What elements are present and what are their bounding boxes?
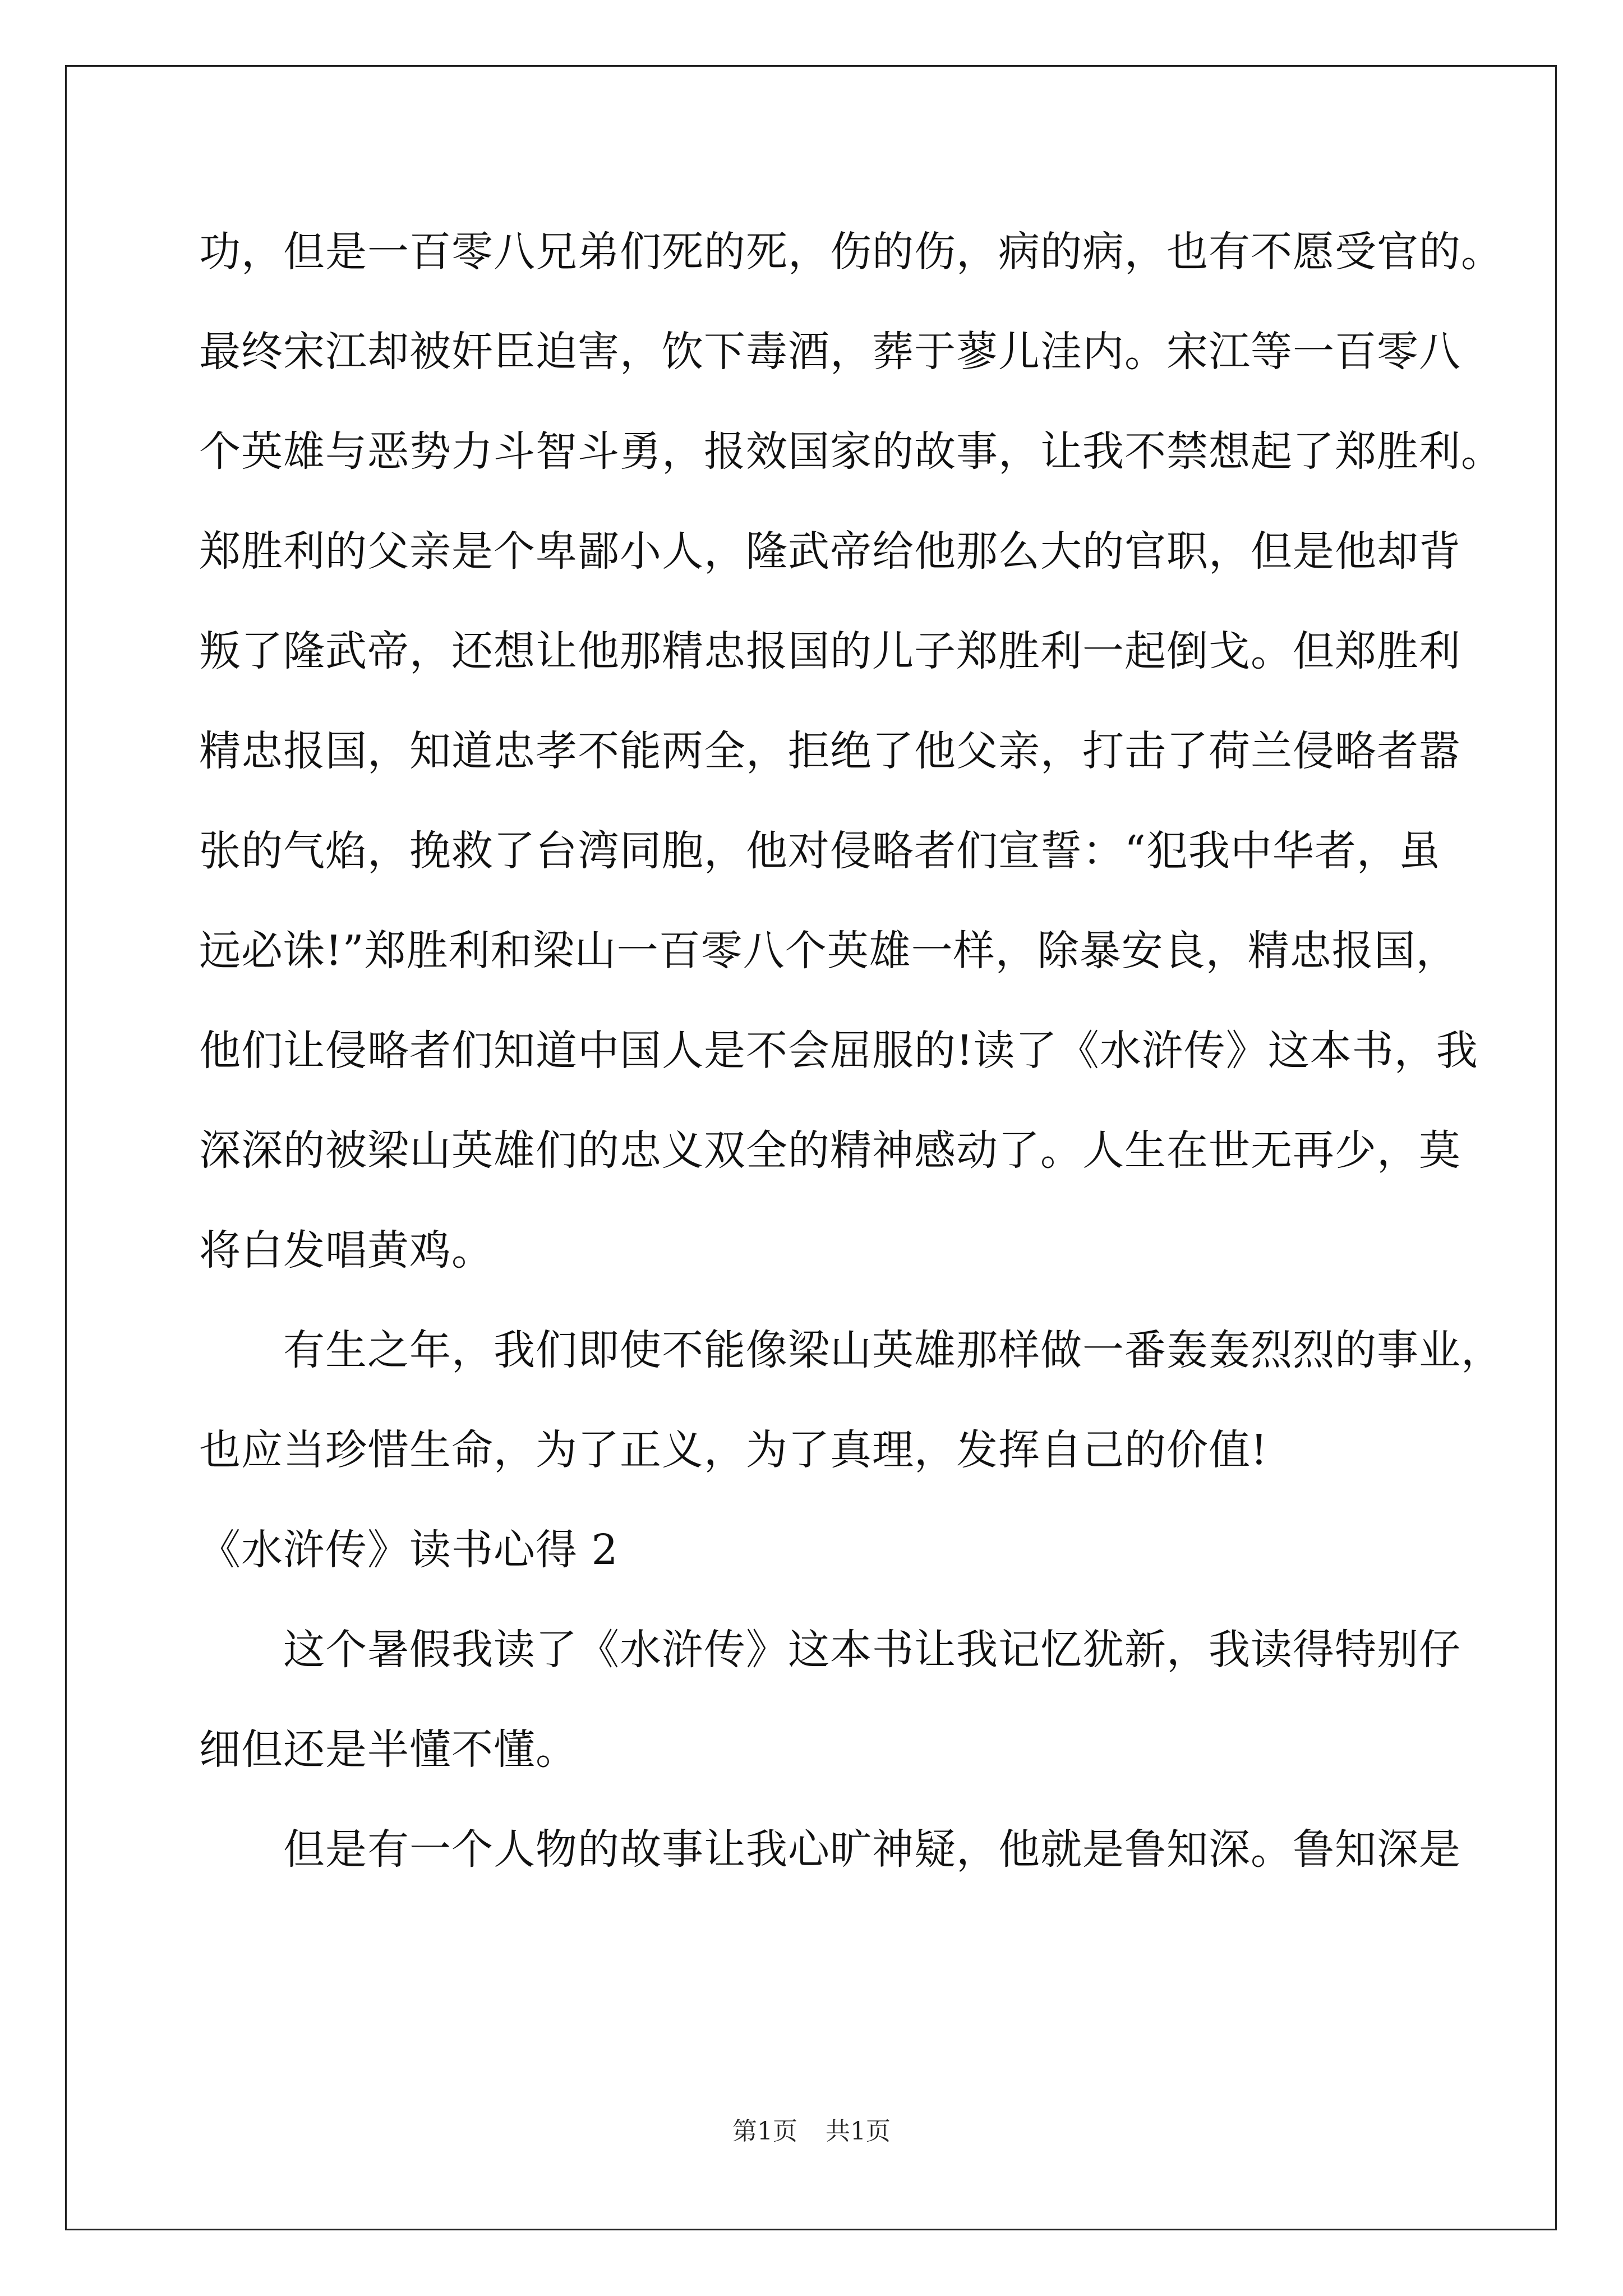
- text-line: 精忠报国，知道忠孝不能两全，拒绝了他父亲，打击了荷兰侵略者嚣: [199, 727, 1461, 775]
- text-line: 他们让侵略者们知道中国人是不会屈服的!读了《水浒传》这本书，我: [199, 1027, 1478, 1075]
- text-line: 深深的被梁山英雄们的忠义双全的精神感动了。人生在世无再少，莫: [199, 1126, 1461, 1175]
- document-body: [199, 202, 1503, 1899]
- text-line: 个英雄与恶势力斗智斗勇，报效国家的故事，让我不禁想起了郑胜利。: [199, 427, 1503, 476]
- page-number: 第1页: [732, 2117, 797, 2146]
- text-line: 郑胜利的父亲是个卑鄙小人，隆武帝给他那么大的官职，但是他却背: [199, 527, 1461, 576]
- section-heading: 《水浒传》读书心得 2: [199, 1526, 619, 1574]
- page-footer: [0, 2115, 1623, 2148]
- text-line: 将白发唱黄鸡。: [199, 1226, 494, 1274]
- page-total: 共1页: [826, 2117, 891, 2146]
- text-line: 细但还是半懂不懂。: [199, 1726, 578, 1774]
- text-line: 叛了隆武帝，还想让他那精忠报国的儿子郑胜利一起倒戈。但郑胜利: [199, 627, 1461, 675]
- text-line: 最终宋江却被奸臣迫害，饮下毒酒，葬于蓼儿洼内。宋江等一百零八: [199, 328, 1461, 376]
- text-line: 功，但是一百零八兄弟们死的死，伤的伤，病的病，也有不愿受官的。: [199, 228, 1503, 276]
- text-line: 远必诛!”郑胜利和梁山一百零八个英雄一样，除暴安良，精忠报国，: [199, 927, 1458, 975]
- paragraph-start-line: 但是有一个人物的故事让我心旷神疑，他就是鲁知深。鲁知深是: [283, 1825, 1461, 1874]
- text-line: 也应当珍惜生命，为了正义，为了真理，发挥自己的价值!: [199, 1426, 1268, 1474]
- text-line: 张的气焰，挽救了台湾同胞，他对侵略者们宣誓：“犯我中华者，虽: [199, 827, 1441, 875]
- paragraph-start-line: 有生之年，我们即使不能像梁山英雄那样做一番轰轰烈烈的事业，: [283, 1326, 1503, 1374]
- paragraph-start-line: 这个暑假我读了《水浒传》这本书让我记忆犹新，我读得特别仔: [283, 1626, 1461, 1674]
